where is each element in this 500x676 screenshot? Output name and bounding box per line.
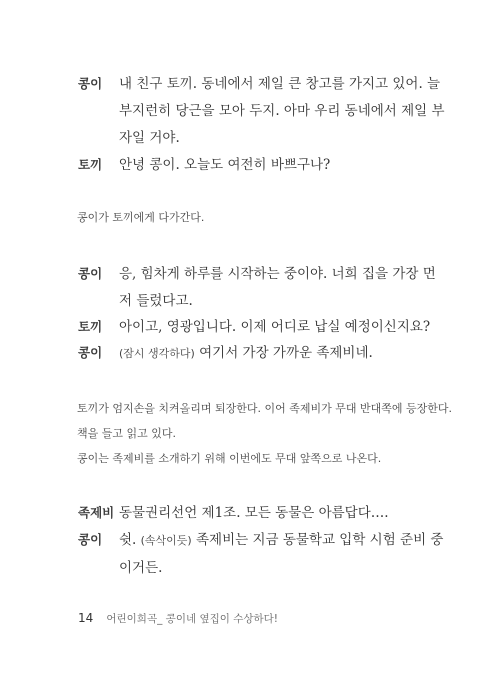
- dialogue-line: 안녕 콩이. 오늘도 여전히 바쁘구나?: [119, 157, 331, 173]
- stage-direction: 콩이는 족제비를 소개하기 위해 이번에도 무대 앞쪽으로 나온다.: [77, 452, 382, 465]
- parenthetical-direction: (속삭이듯): [140, 534, 192, 547]
- speaker-label: 콩이: [78, 532, 103, 547]
- stage-direction: 책을 들고 읽고 있다.: [77, 427, 176, 440]
- dialogue-line: [119, 341, 373, 361]
- dialogue-line: [119, 528, 443, 548]
- dialogue-line: 자일 거야.: [119, 130, 180, 146]
- dialogue-line: 부지런히 당근을 모아 두지. 아마 우리 동네에서 제일 부: [119, 103, 445, 119]
- speaker-label: 콩이: [78, 345, 103, 360]
- speaker-label: 콩이: [78, 76, 103, 91]
- dialogue-text: 쉿.: [119, 532, 141, 548]
- speaker-label: 토끼: [78, 319, 103, 334]
- dialogue-line: 아이고, 영광입니다. 이제 어디로 납실 예정이신지요?: [119, 319, 431, 335]
- dialogue-line: 저 들렀다고.: [119, 293, 193, 309]
- dialogue-line: 내 친구 토끼. 동네에서 제일 큰 창고를 가지고 있어. 늘: [119, 76, 441, 92]
- parenthetical-direction: (잠시 생각하다): [119, 347, 195, 360]
- stage-direction: 토끼가 엄지손을 치켜올리며 퇴장한다. 이어 족제비가 무대 반대쪽에 등장한다.: [77, 402, 452, 415]
- dialogue-text: 족제비는 지금 동물학교 입학 시험 준비 중: [191, 532, 444, 548]
- speaker-label: 콩이: [78, 266, 103, 281]
- dialogue-line: 이거든.: [119, 560, 163, 576]
- dialogue-text: 여기서 가장 가까운 족제비네.: [194, 345, 373, 361]
- page-number: 14: [78, 611, 94, 625]
- speaker-label: 족제비: [78, 505, 115, 520]
- dialogue-line: 동물권리선언 제1조. 모든 동물은 아름답다….: [119, 505, 389, 521]
- running-title: 어린이희곡_ 콩이네 옆집이 수상하다!: [106, 613, 278, 625]
- speaker-label: 토끼: [78, 157, 103, 172]
- page-footer: [78, 607, 278, 626]
- stage-direction: 콩이가 토끼에게 다가간다.: [77, 211, 205, 224]
- dialogue-line: 응, 힘차게 하루를 시작하는 중이야. 너희 집을 가장 먼: [119, 266, 436, 282]
